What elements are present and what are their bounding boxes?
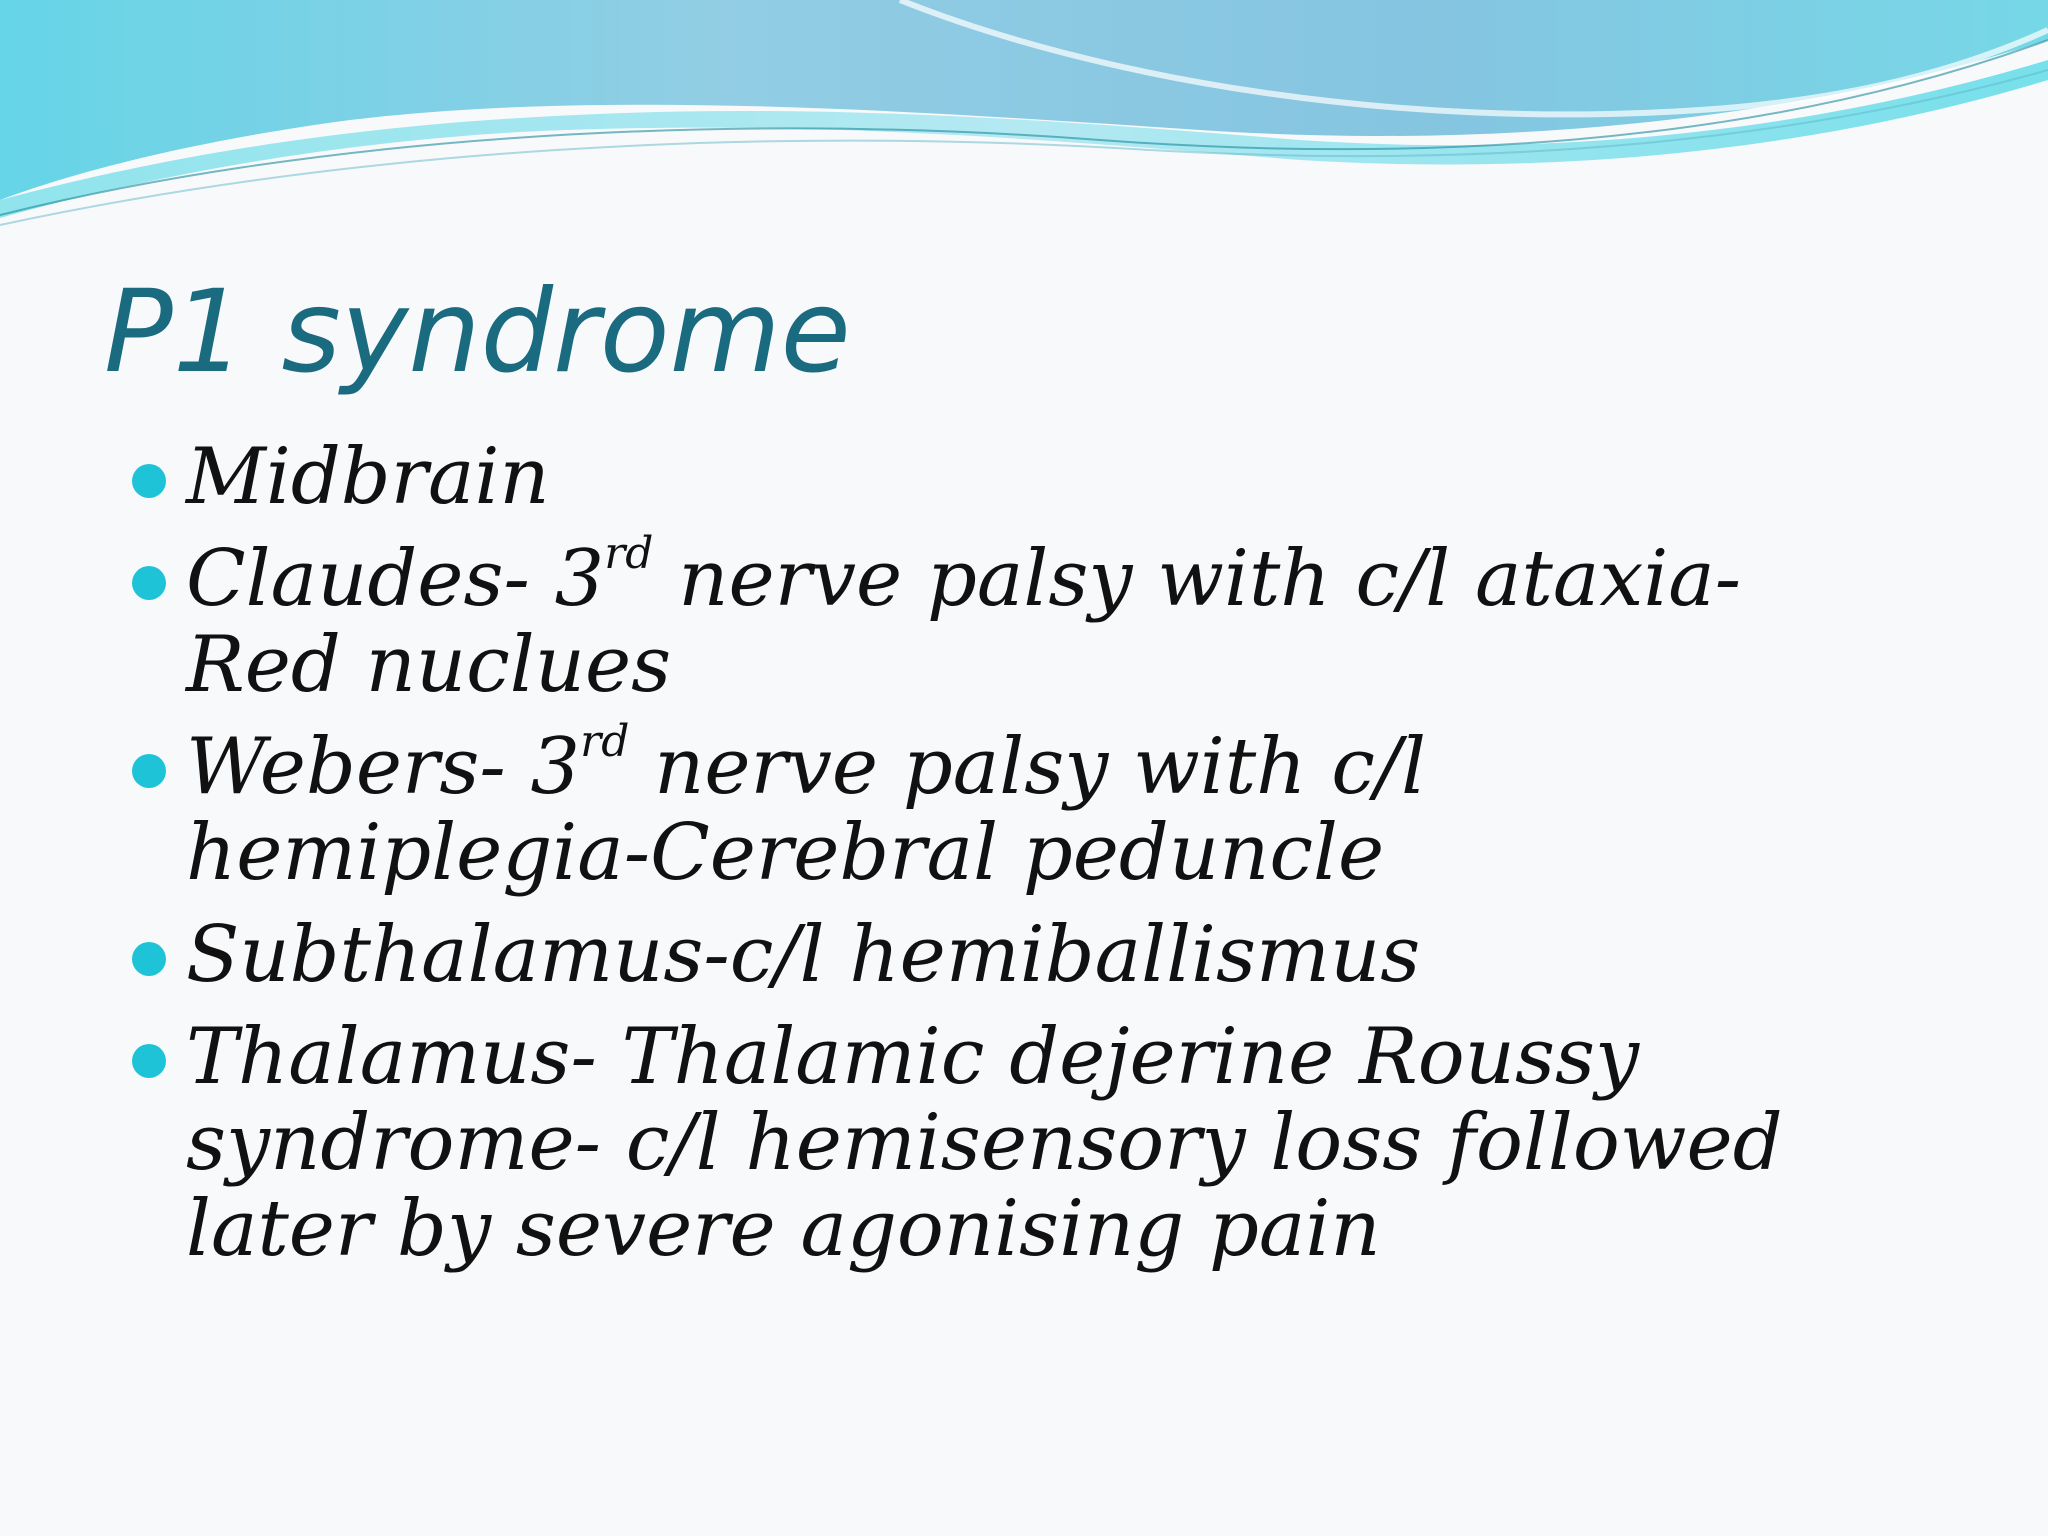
ordinal-superscript: rd (580, 716, 630, 767)
bullet-text: Subthalamus-c/l hemiballismus (186, 910, 1421, 1000)
bullet-item-claudes (130, 528, 1980, 710)
bullet-text-fragment: Webers- 3 (186, 722, 581, 812)
bullet-item-midbrain (130, 434, 1980, 520)
bullet-text-line (186, 528, 1980, 624)
bullet-item-thalamus (130, 1014, 1980, 1272)
bullet-text-fragment: Claudes- 3 (186, 534, 605, 624)
bullet-text-line: hemiplegia-Cerebral peduncle (186, 808, 1385, 898)
bullet-text-line: later by severe agonising pain (186, 1184, 1381, 1274)
bullet-text-fragment: nerve palsy with c/l ataxia- (653, 534, 1742, 624)
ordinal-superscript: rd (604, 528, 654, 579)
bullet-dot-icon (132, 754, 166, 788)
bullet-text-line: Red nuclues (186, 620, 672, 710)
bullet-list (130, 434, 1980, 1288)
bullet-dot-icon (132, 464, 166, 498)
bullet-text-line (186, 716, 1980, 812)
bullet-text-fragment: nerve palsy with c/l (629, 722, 1427, 812)
slide-title: P1 syndrome (104, 265, 851, 398)
bullet-text: Midbrain (186, 432, 550, 522)
bullet-dot-icon (132, 942, 166, 976)
bullet-item-subthalamus (130, 912, 1980, 998)
bullet-item-webers (130, 716, 1980, 898)
bullet-text-line: Thalamus- Thalamic dejerine Roussy (186, 1012, 1640, 1102)
bullet-text-line: syndrome- c/l hemisensory loss followed (186, 1098, 1783, 1188)
decorative-wave-banner (0, 0, 2048, 240)
bullet-dot-icon (132, 566, 166, 600)
bullet-dot-icon (132, 1044, 166, 1078)
